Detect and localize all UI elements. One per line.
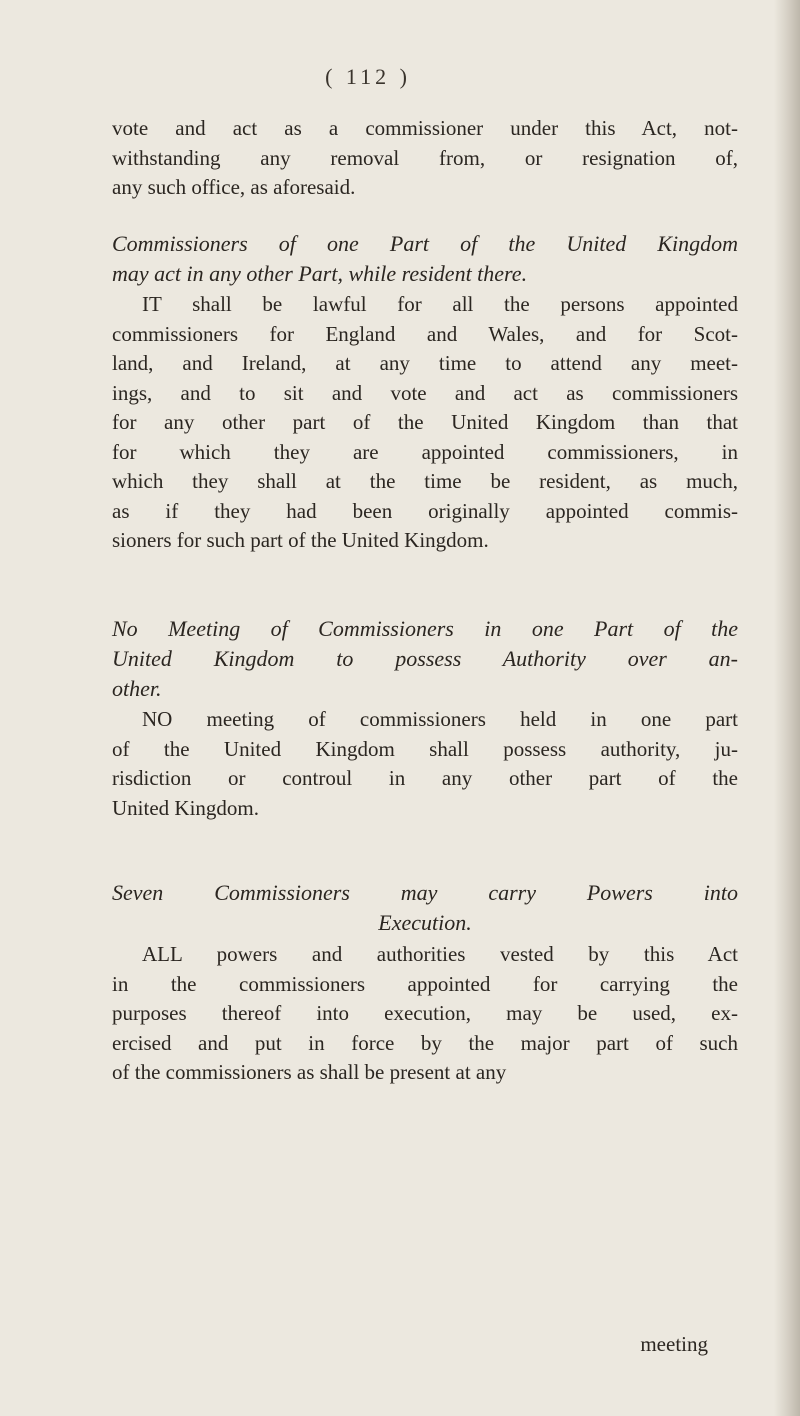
text-line: purposes thereof into execution, may be used, ex- — [112, 1001, 738, 1025]
paragraph-1 — [112, 290, 738, 556]
paragraph-2 — [112, 705, 738, 823]
text-line: as if they had been originally appointed commis- — [112, 498, 738, 523]
page-number: ( 112 ) — [325, 64, 411, 89]
heading-line: No Meeting of Commissioners in one Part of the — [112, 616, 738, 641]
text-line: land, and Ireland, at any time to attend any meet- — [112, 351, 738, 375]
text-line: United Kingdom. — [112, 795, 259, 820]
text-line: sioners for such part of the United Kingdom. — [112, 528, 489, 552]
text-line: commissioners for England and Wales, and for Scot- — [112, 321, 738, 346]
text-line: NO meeting of commissioners held in one part — [142, 707, 738, 731]
heading-line: Execution. — [378, 910, 472, 935]
heading-line: Commissioners of one Part of the United Kingdom — [112, 231, 738, 256]
text-line: of the commissioners as shall be present at any — [112, 1060, 507, 1084]
paragraph-intro — [112, 114, 738, 203]
section-heading-2 — [112, 614, 738, 704]
text-line: ings, and to sit and vote and act as commissioners — [112, 380, 738, 405]
text-line: vote and act as a commissioner under this Act, not- — [112, 116, 738, 140]
section-heading-3 — [112, 878, 738, 938]
text-line: any such office, as aforesaid. — [112, 175, 356, 199]
heading-line: United Kingdom to possess Authority over an- — [112, 646, 738, 671]
text-line: ercised and put in force by the major part of such — [112, 1030, 738, 1055]
text-line: IT shall be lawful for all the persons appointed — [142, 292, 738, 316]
catchword: meeting — [640, 1332, 708, 1356]
text-line: withstanding any removal from, or resignation of, — [112, 145, 738, 170]
heading-line: Seven Commissioners may carry Powers into — [112, 880, 738, 905]
section-heading-1 — [112, 229, 738, 289]
text-line: risdiction or controul in any other part of the — [112, 766, 738, 790]
text-line: for which they are appointed commissioners, in — [112, 439, 738, 464]
text-line: of the United Kingdom shall possess authority, ju- — [112, 736, 738, 761]
paragraph-3 — [112, 940, 738, 1088]
text-line: for any other part of the United Kingdom than that — [112, 410, 738, 434]
text-line: which they shall at the time be resident, as much, — [112, 469, 738, 493]
text-line: ALL powers and authorities vested by this Act — [142, 942, 738, 966]
page-edge-shadow — [774, 0, 800, 1416]
heading-line: may act in any other Part, while resident there. — [112, 261, 528, 286]
text-line: in the commissioners appointed for carrying the — [112, 971, 738, 996]
heading-line: other. — [112, 676, 162, 701]
